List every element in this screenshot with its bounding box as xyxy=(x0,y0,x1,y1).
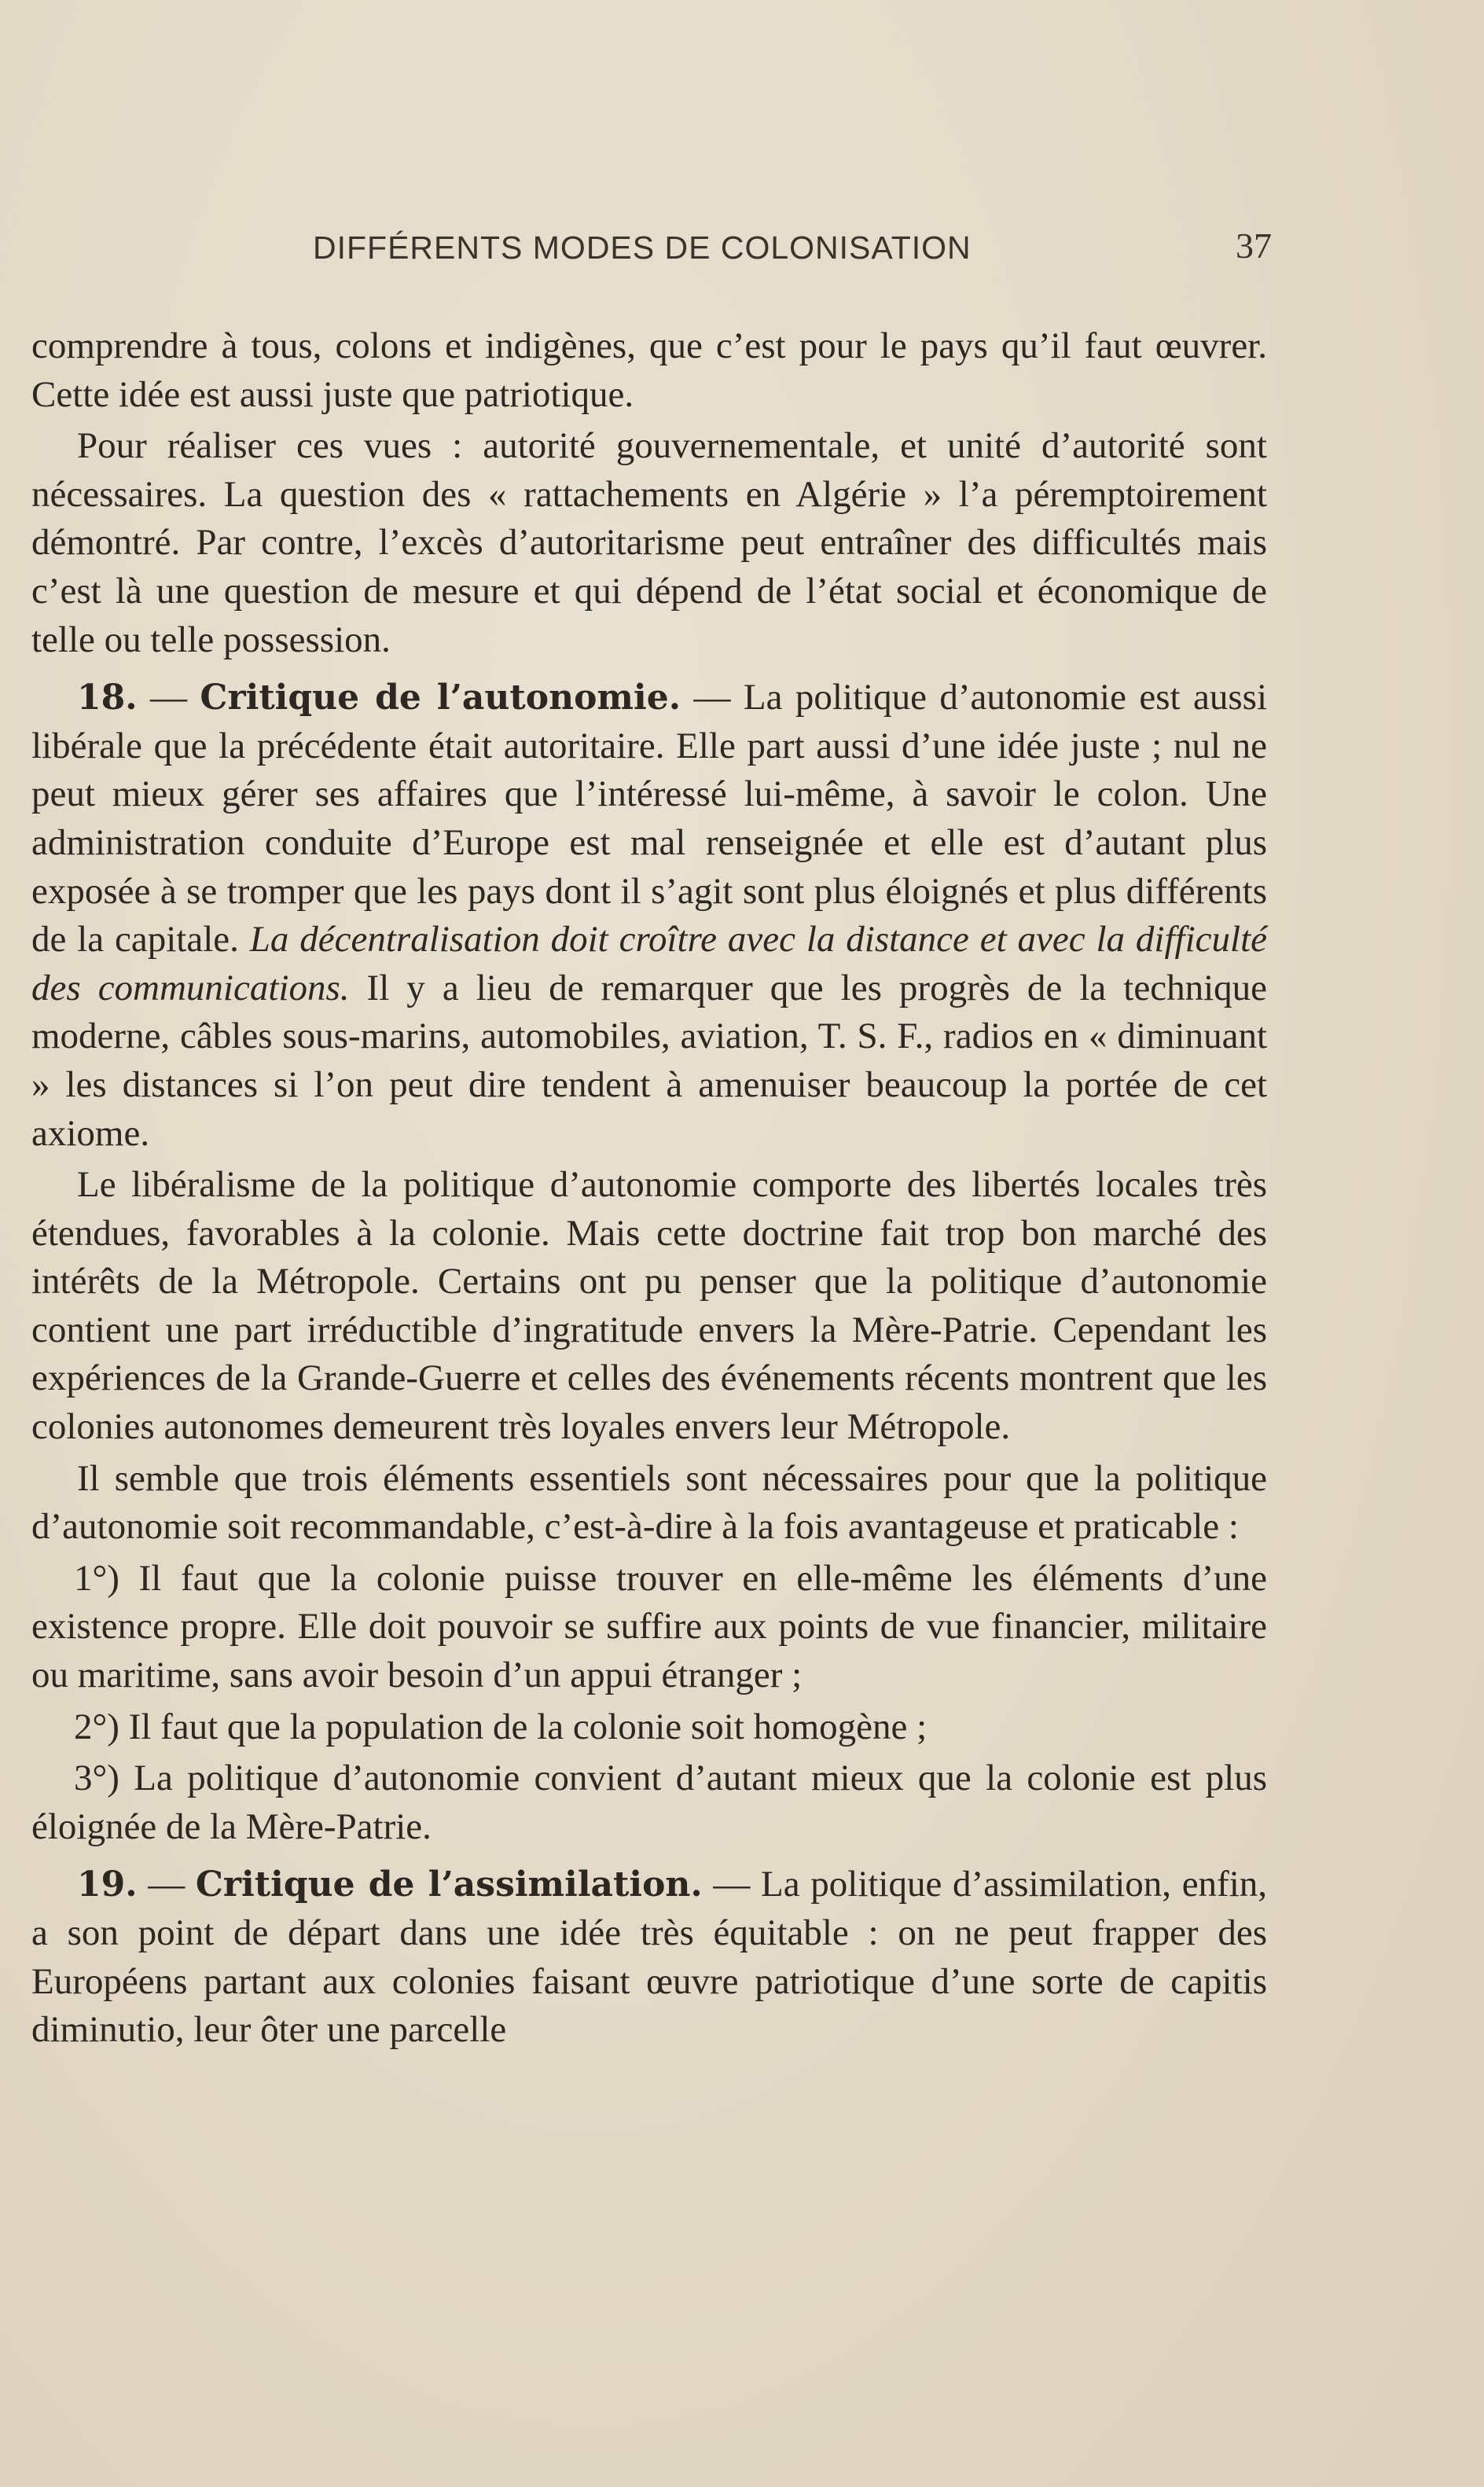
section-18-dash-1: — xyxy=(137,677,200,718)
page-number: 37 xyxy=(1236,226,1272,266)
running-title: DIFFÉRENTS MODES DE COLONISATION xyxy=(313,230,972,266)
section-19-text: La politique d’assimilation, enfin, a son point de départ dans une idée très équitable : on ne peut frapper des Européens partant aux colonies faisant œuvre patriotique d’une sorte de capitis diminutio, leur ôter une parcelle xyxy=(31,1864,1268,2051)
section-18-italic-maxim: La décentralisation doit croître avec la distance et avec la difficulté des communications. xyxy=(31,919,1267,1008)
list-item-3: 3°) La politique d’autonomie convient d’autant mieux que la colonie est plus éloignée de la Mère-Patrie. xyxy=(31,1758,1267,1847)
section-19-dash-1: — xyxy=(137,1864,196,1905)
paragraph-authority: Pour réaliser ces vues : autorité gouvernementale, et unité d’autorité sont nécessaires. La question des « rattachements en Algérie » l’a péremptoirement démontré. Par contre, l’excès d’autoritarisme peut entraîner des difficultés mais c’est là une question de mesure et qui dépend de l’état social et économique de telle ou telle possession. xyxy=(31,425,1267,660)
list-item-1: 1°) Il faut que la colonie puisse trouver en elle-même les éléments d’une existence propre. Elle doit pouvoir se suffire aux points de vue financier, militaire ou maritime, sans avoir besoin d’un appui étranger ; xyxy=(31,1557,1267,1696)
section-18 xyxy=(31,674,1267,1158)
section-18-text-b: Il y a lieu de remarquer que les progrès de la technique moderne, câbles sous-marins, automobiles, aviation, T. S. F., radios en « diminuant » les distances si l’on peut dire tendent à amenuiser beaucoup la portée de cet axiome. xyxy=(31,967,1267,1154)
list-item-2: 2°) Il faut que la population de la colonie soit homogène ; xyxy=(74,1706,928,1747)
section-19-dash-2: — xyxy=(702,1864,762,1905)
paragraph-continuation: comprendre à tous, colons et indigènes, que c’est pour le pays qu’il faut œuvrer. Cette idée est aussi juste que patriotique. xyxy=(31,325,1267,415)
section-18-dash-2: — xyxy=(681,677,744,718)
section-19 xyxy=(31,1861,1267,2054)
section-19-number: 19. xyxy=(77,1864,138,1905)
section-18-title: Critique de l’autonomie. xyxy=(200,678,681,718)
paragraph-liberalism: Le libéralisme de la politique d’autonomie comporte des libertés locales très étendues, favorables à la colonie. Mais cette doctrine fait trop bon marché des intérêts de la Métropole. Certains ont pu penser que la politique d’autonomie contient une part irréductible d’ingratitude envers la Mère-Patrie. Cependant les expériences de la Grande-Guerre et celles des événements récents montrent que les colonies autonomes demeurent très loyales envers leur Métropole. xyxy=(31,1164,1267,1448)
section-18-text-a: La politique d’autonomie est aussi libérale que la précédente était autoritaire. Elle part aussi d’une idée juste ; nul ne peut mieux gérer ses affaires que l’intéressé lui-même, à savoir le colon. Une administration conduite d’Europe est mal renseignée et elle est d’autant plus exposée à se tromper que les pays dont il s’agit sont plus éloignés et plus différents de la capitale. xyxy=(31,677,1268,961)
section-19-title: Critique de l’assimilation. xyxy=(195,1864,703,1905)
section-18-number: 18. xyxy=(77,678,138,718)
running-head xyxy=(0,226,1484,285)
body-text xyxy=(31,322,1267,2058)
paragraph-three-elements: Il semble que trois éléments essentiels sont nécessaires pour que la politique d’autonomie soit recommandable, c’est-à-dire à la fois avantageuse et praticable : xyxy=(31,1457,1267,1548)
